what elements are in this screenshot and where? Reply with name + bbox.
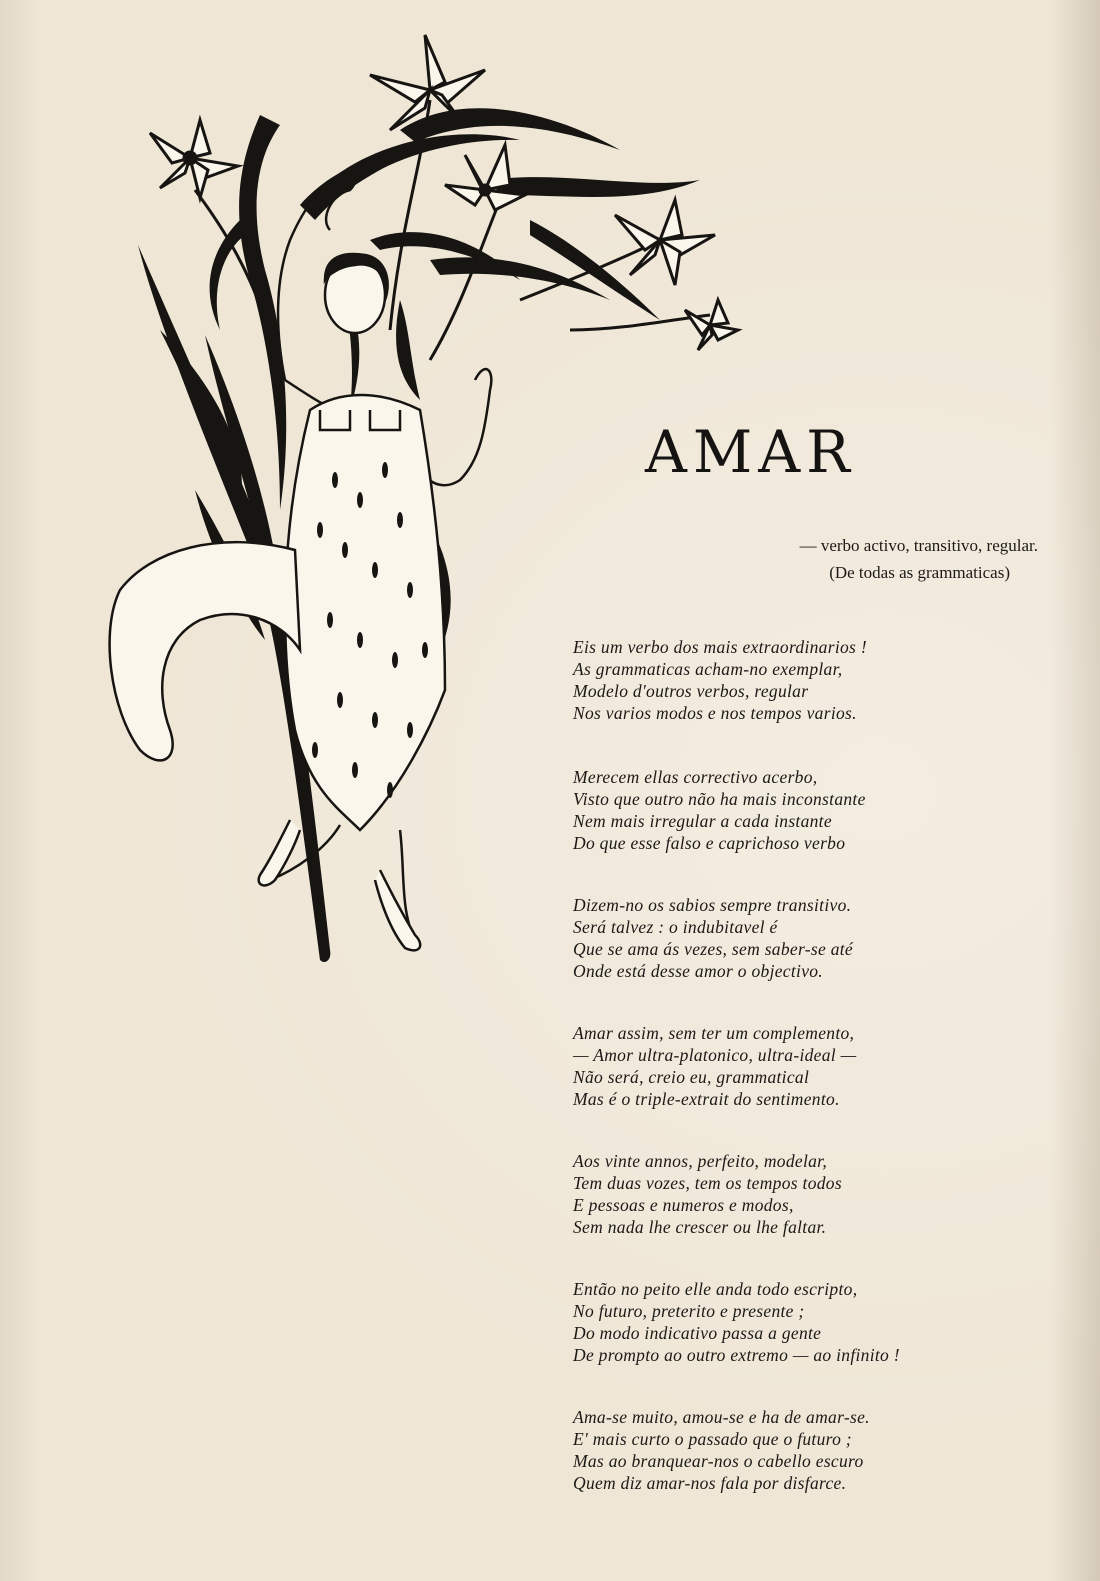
poem-line: E pessoas e numeros e modos, xyxy=(573,1195,794,1215)
subtitle: — verbo activo, transitivo, regular. xyxy=(799,536,1038,555)
poem-line: Então no peito elle anda todo escripto, xyxy=(573,1279,858,1299)
poem-line: Aos vinte annos, perfeito, modelar, xyxy=(573,1151,828,1171)
poem-line: Do que esse falso e caprichoso verbo xyxy=(573,833,846,853)
stanza-2 xyxy=(573,766,1053,854)
stanza-1 xyxy=(573,636,1053,724)
poem-line: Sem nada lhe crescer ou lhe faltar. xyxy=(573,1217,827,1237)
stanza-6 xyxy=(573,1278,1053,1366)
poem-line: Onde está desse amor o objectivo. xyxy=(573,961,823,981)
poem-line: — Amor ultra-platonico, ultra-ideal — xyxy=(573,1045,857,1065)
poem-line: Nos varios modos e nos tempos varios. xyxy=(573,703,857,723)
poem-line: Merecem ellas correctivo acerbo, xyxy=(573,767,818,787)
stanza-3 xyxy=(573,894,1053,982)
poem-line: No futuro, preterito e presente ; xyxy=(573,1301,805,1321)
poem-line: De prompto ao outro extremo — ao infinito ! xyxy=(573,1345,900,1365)
poem-line: Dizem-no os sabios sempre transitivo. xyxy=(573,895,852,915)
poem-line: Tem duas vozes, tem os tempos todos xyxy=(573,1173,842,1193)
stanza-5 xyxy=(573,1150,1053,1238)
poem-line: Ama-se muito, amou-se e ha de amar-se. xyxy=(573,1407,870,1427)
poem-line: Mas é o triple-extrait do sentimento. xyxy=(573,1089,840,1109)
poem-line: Do modo indicativo passa a gente xyxy=(573,1323,822,1343)
poem-line: Eis um verbo dos mais extraordinarios ! xyxy=(573,637,867,657)
poem-line: Quem diz amar-nos fala por disfarce. xyxy=(573,1473,847,1493)
source-note: (De todas as grammaticas) xyxy=(829,563,1010,582)
poem-line: Mas ao branquear-nos o cabello escuro xyxy=(573,1451,864,1471)
poem-line: Que se ama ás vezes, sem saber-se até xyxy=(573,939,853,959)
stanza-4 xyxy=(573,1022,1053,1110)
stanza-7 xyxy=(573,1406,1053,1494)
poem-line: Modelo d'outros verbos, regular xyxy=(573,681,809,701)
poem-line: Será talvez : o indubitavel é xyxy=(573,917,778,937)
poem-line: E' mais curto o passado que o futuro ; xyxy=(573,1429,852,1449)
poem-line: Visto que outro não ha mais inconstante xyxy=(573,789,866,809)
poem-title: AMAR xyxy=(645,418,856,486)
subtitle-block xyxy=(618,532,1038,586)
poem-body xyxy=(573,636,1053,1534)
poem-line: As grammaticas acham-no exemplar, xyxy=(573,659,843,679)
poem-line: Nem mais irregular a cada instante xyxy=(573,811,832,831)
poem-line: Não será, creio eu, grammatical xyxy=(573,1067,810,1087)
poem-line: Amar assim, sem ter um complemento, xyxy=(573,1023,855,1043)
